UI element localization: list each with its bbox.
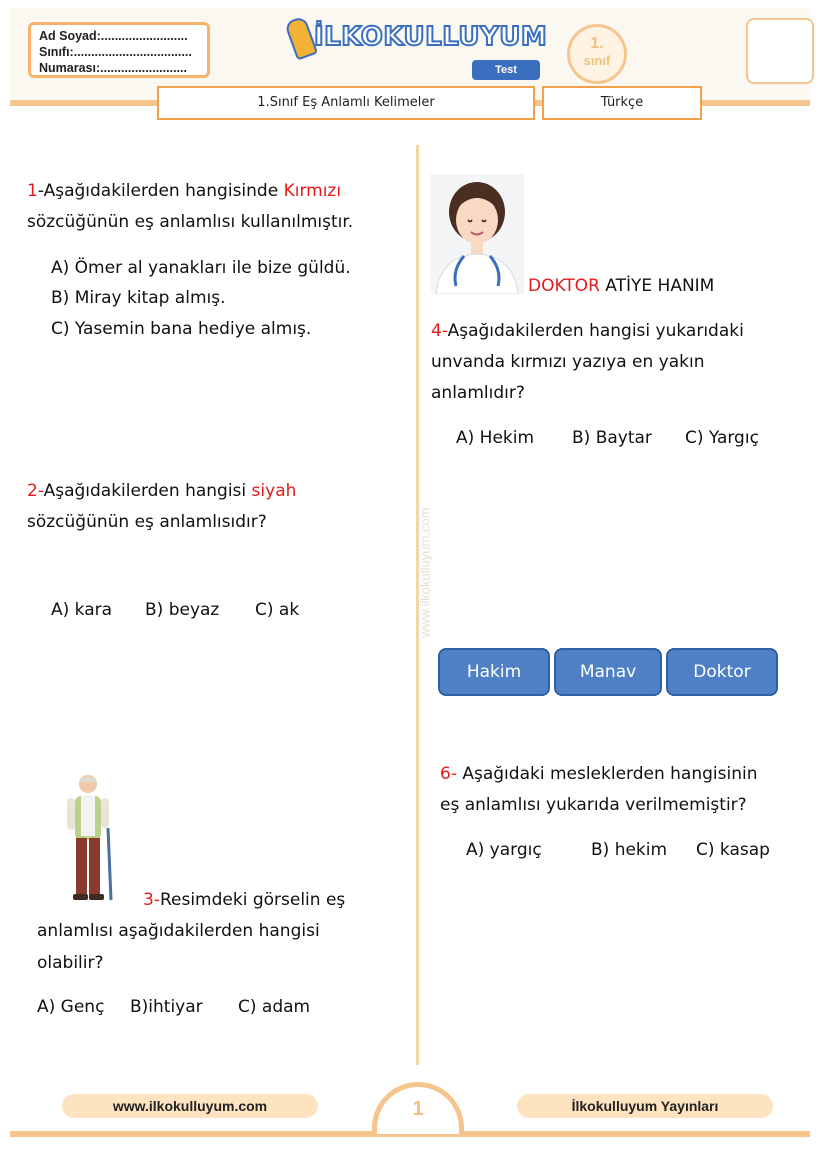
subject-title: Türkçe [542,86,702,120]
elderly-man-illustration [62,772,118,904]
cane-shape [108,828,111,900]
question-4-line-2: unvanda kırmızı yazıya en yakın [431,352,705,372]
question-4-line-1: 4-Aşağıdakilerden hangisi yukarıdaki [431,321,744,341]
question-3-line-2: anlamlısı aşağıdakilerden hangisi [37,921,320,941]
shirt-shape [81,796,95,836]
question-6-option-b[interactable]: B) hekim [591,840,668,860]
site-logo [288,16,546,62]
question-1-line-1: 1-Aşağıdakilerden hangisinde Kırmızı [27,181,342,201]
grade-label: sınıf [583,53,611,68]
page-number: 1 [412,1098,424,1120]
question-2-option-c[interactable]: C) ak [255,600,300,620]
question-2-option-a[interactable]: A) kara [51,600,113,620]
watermark: www.ilkokulluyum.com [417,507,433,638]
left-shoe-shape [73,894,88,900]
grade-badge [567,24,627,84]
left-arm-shape [67,798,75,830]
student-info-box [28,22,210,78]
question-3-line-1: 3-Resimdeki görselin eş [143,890,346,910]
question-2-option-b[interactable]: B) beyaz [145,600,220,620]
right-arm-shape [101,798,109,828]
number-field: Numarası:......................... [39,61,187,75]
test-badge: Test [472,60,540,80]
right-shoe-shape [89,894,104,900]
worksheet-title: 1.Sınıf Eş Anlamlı Kelimeler [157,86,535,120]
class-field: Sınıfı:.................................. [39,45,192,59]
footer-publisher: İlkokulluyum Yayınları [517,1094,773,1118]
question-2-line-2: sözcüğünün eş anlamlısıdır? [27,512,267,532]
question-3-option-b[interactable]: B)ihtiyar [130,997,203,1017]
question-4-option-b[interactable]: B) Baytar [572,428,652,448]
word-button-manav[interactable]: Manav [554,648,662,696]
question-2-line-1: 2-Aşağıdakilerden hangisi siyah [27,481,297,501]
doctor-illustration [430,174,524,294]
question-4-option-c[interactable]: C) Yargıç [685,428,759,448]
score-box [746,18,814,84]
question-1-line-2: sözcüğünün eş anlamlısı kullanılmıştır. [27,212,354,232]
word-button-doktor[interactable]: Doktor [666,648,778,696]
question-1-option-a[interactable]: A) Ömer al yanakları ile bize güldü. [51,258,351,278]
word-button-hakim[interactable]: Hakim [438,648,550,696]
right-leg-shape [89,838,100,896]
logo-text: İLKOKULLUYUM [314,22,548,52]
question-3-option-c[interactable]: C) adam [238,997,311,1017]
question-1-option-c[interactable]: C) Yasemin bana hediye almış. [51,319,312,339]
left-leg-shape [76,838,87,896]
question-6-line-2: eş anlamlısı yukarıda verilmemiştir? [440,795,747,815]
question-4-line-3: anlamlıdır? [431,383,525,403]
question-3-line-3: olabilir? [37,953,104,973]
name-field: Ad Soyad:......................... [39,29,188,43]
doctor-caption: DOKTOR ATİYE HANIM [528,276,715,296]
question-4-option-a[interactable]: A) Hekim [456,428,535,448]
neck-shape [471,242,483,254]
question-1-option-b[interactable]: B) Miray kitap almış. [51,288,226,308]
grade-number: 1. [590,35,604,52]
question-6-option-c[interactable]: C) kasap [696,840,770,860]
footer-website[interactable]: www.ilkokulluyum.com [62,1094,318,1118]
question-6-option-a[interactable]: A) yargıç [466,840,542,860]
question-6-line-1: 6- Aşağıdaki mesleklerden hangisinin [440,764,758,784]
question-3-option-a[interactable]: A) Genç [37,997,105,1017]
